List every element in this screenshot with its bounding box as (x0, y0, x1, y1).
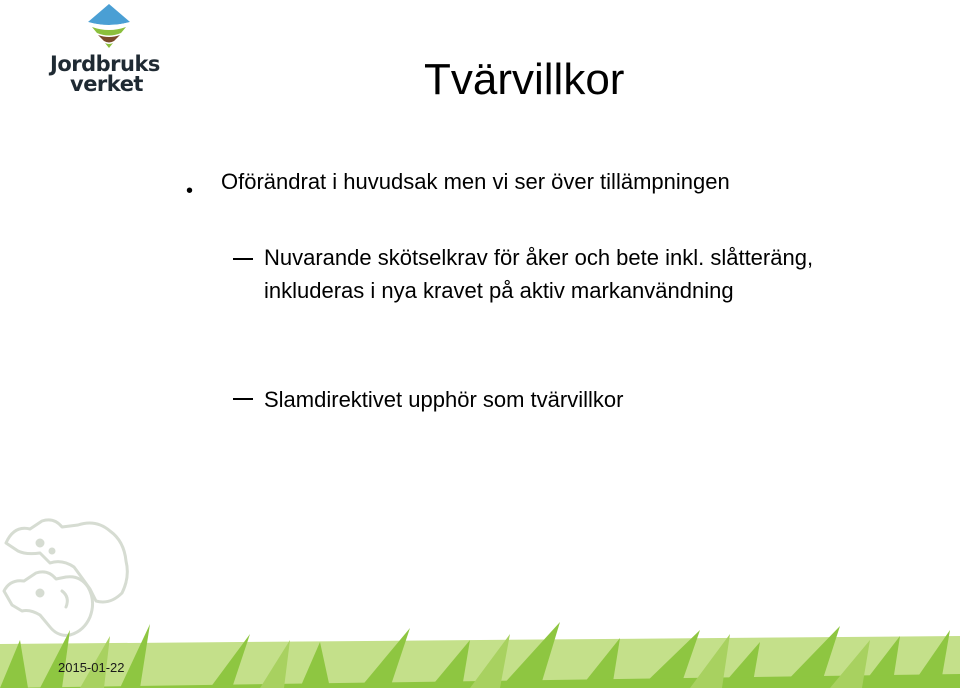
bullet-icon: • (186, 180, 194, 202)
bullet-text: Oförändrat i huvudsak men vi ser över tillämpningen (221, 169, 730, 194)
footer-date: 2015-01-22 (58, 660, 125, 675)
logo-emblem-icon (46, 2, 172, 54)
slide-title: Tvärvillkor (424, 55, 625, 104)
logo-line-2: verket (70, 72, 143, 96)
grass-footer-graphic (0, 600, 960, 688)
dash-icon (233, 398, 253, 400)
sub-bullet-text: Slamdirektivet upphör som tvärvillkor (264, 387, 624, 412)
logo-line-1: Jordbruks (50, 52, 160, 76)
sub-bullet-text: Nuvarande skötselkrav för åker och bete inkl. slåtteräng, inkluderas i nya kravet på aktiv markanvändning (264, 245, 814, 303)
dash-icon (233, 258, 253, 260)
jordbruksverket-logo (46, 2, 172, 102)
logo-wordmark (46, 54, 172, 94)
